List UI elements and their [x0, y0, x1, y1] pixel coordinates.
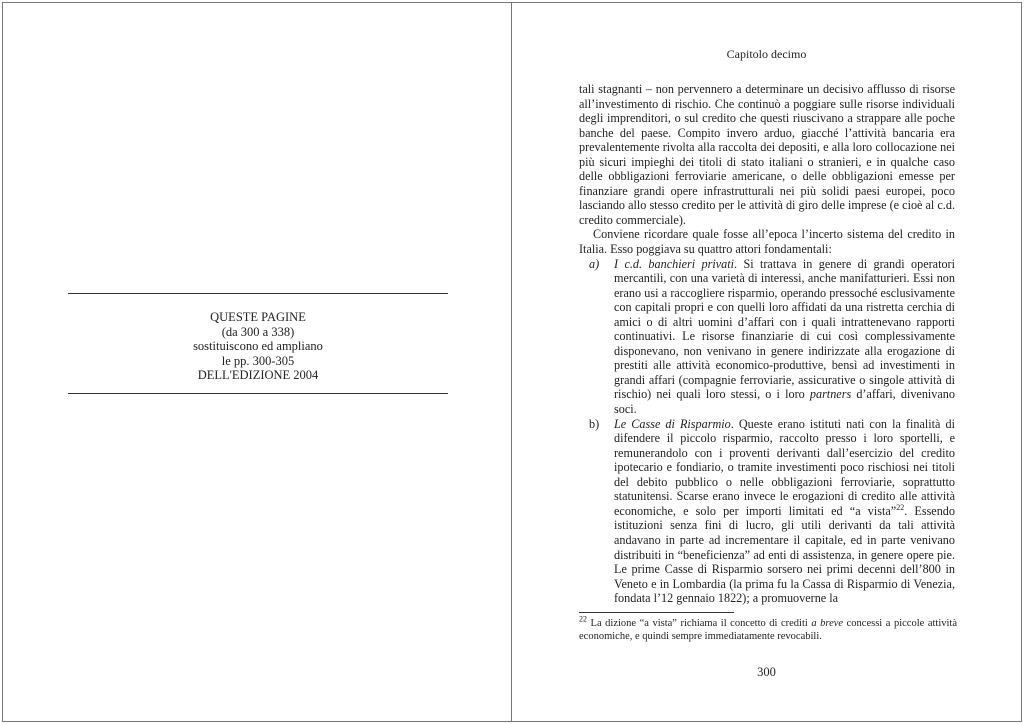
left-page	[2, 2, 512, 722]
list-item-title: I c.d. banchieri privati	[614, 256, 735, 271]
replacement-notice	[68, 293, 448, 394]
list-item-text: . Essendo istituzioni senza fini di lucro, gli utili derivanti da tali attività andavano in parte ad incrementare il capitale, ed in parte venivano distribuiti in “beneficienza” ad enti di assistenza, in genere opere pie. Le prime Casse di Risparmio sorsero nei primi decenni dell’800 in Veneto e in Lombardia (la prima fu la Cassa di Risparmio di Venezia, fondata l’12 gennaio 1822); a promuoverne la	[614, 503, 955, 606]
list-item-title: Le Casse di Risparmio	[614, 416, 731, 431]
body-text	[579, 82, 955, 606]
list-item-a	[579, 257, 955, 417]
page-number: 300	[757, 665, 776, 679]
footnote-text: concessi a piccole attività economiche, e quindi sempre immediatamente revocabili.	[579, 618, 957, 642]
footnote-reference[interactable]: 22	[896, 502, 905, 512]
footnote-rule	[579, 612, 734, 613]
italic-term: partners	[809, 387, 852, 402]
footnote-italic: a breve	[811, 618, 844, 629]
notice-line: QUESTE PAGINE	[210, 310, 306, 324]
footnote	[579, 614, 957, 644]
list-item-text: d’affari, divenivano soci.	[614, 387, 955, 417]
list-item-b	[579, 417, 955, 606]
list-item-text: . Si trattava in genere di grandi operatori mercantili, con una varietà di interessi, anche manifatturieri. Essi non erano usi a raccogliere risparmio, operando pressoché esclusivamente con capitali propri e con quelli loro affidati da una ristretta cerchia di amici o di altri uomini d’affari con i quali intrattenevano rapporti continuativi. Le risorse finanziarie di cui così complessivamente disponevano, non venivano in genere indirizzate alla erogazione di prestiti alle attività economico-produttive, bensì ad investimenti in grandi affari (compagnie ferroviarie, assicurative o singole attività di rischio) nei quali loro stessi, o i loro	[614, 256, 955, 402]
paragraph: Conviene ricordare quale fosse all’epoca l’incerto sistema del credito in Italia. Esso poggiava su quattro attori fondamentali:	[579, 227, 955, 257]
footnote-number: 22	[579, 614, 587, 624]
paragraph: tali stagnanti – non pervennero a determinare un decisivo afflusso di risorse all’investimento di rischio. Che continuò a poggiare sulle risorse individuali degli imprenditori, o sul credito che questi riuscivano a strappare alle poche banche del paese. Compito invero arduo, giacché l’attività bancaria era prevalentemente rivolta alla raccolta dei depositi, e alla loro collocazione nei più sicuri impieghi dei titoli di stato italiani o stranieri, e in qualche caso delle obbligazioni ferroviarie americane, o delle obbligazioni emesse per finanziare grandi opere infrastrutturali nei più solidi paesi europei, poco lasciando allo stesso credito per le attività di giro delle imprese (e cioè al c.d. credito commerciale).	[579, 82, 955, 227]
notice-line: le pp. 300-305	[221, 353, 295, 368]
notice-line: sostituiscono ed ampliano	[193, 339, 323, 353]
list-item-text: . Queste erano istituti nati con la finalità di difendere il piccolo risparmio, raccolto presso i loro sportelli, e remunerandolo con i proventi derivanti dall’esercizio del credito ipotecario e fondiario, o tramite investimenti poco rischiosi nei titoli del debito pubblico o nelle obbligazioni ferroviarie, soprattutto statunitensi. Scarse erano invece le erogazioni di credito alle attività economiche, e solo per importi limitati ed “a vista”	[614, 416, 955, 518]
footnote-text: La dizione “a vista” richiama il concetto di crediti	[587, 618, 812, 629]
list-marker: a)	[589, 256, 600, 271]
notice-line: DELL'EDIZIONE 2004	[197, 368, 319, 382]
notice-line: (da 300 a 338)	[221, 324, 295, 339]
running-head: Capitolo decimo	[726, 47, 807, 61]
list-marker: b)	[589, 416, 600, 431]
right-page	[512, 2, 1022, 722]
